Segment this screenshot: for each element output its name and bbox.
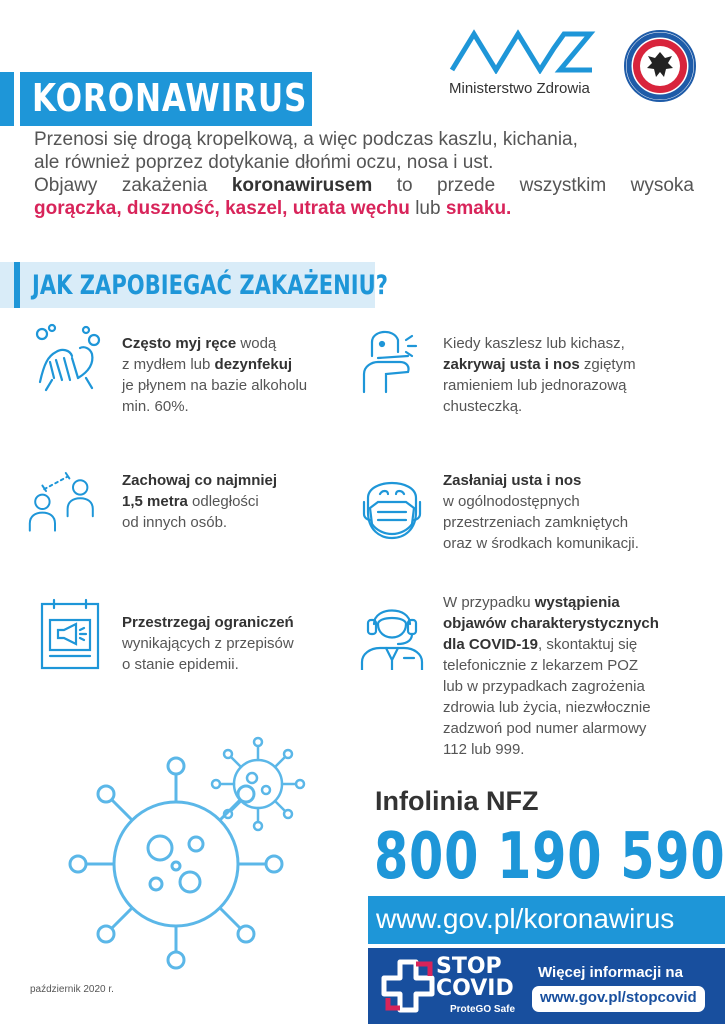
section-stripe	[14, 262, 20, 308]
notice-board-icon	[34, 598, 106, 670]
stopcovid-title-line-1: STOP	[436, 954, 502, 979]
tip-rules-bold-1: Przestrzegaj ograniczeń	[122, 614, 294, 631]
infoline-phone-number[interactable]: 800 190 590	[374, 820, 725, 894]
tip-cover-face	[443, 470, 713, 554]
intro-line-2: ale również poprzez dotykanie dłońmi oczu, nosa i ust.	[34, 152, 494, 173]
tip-follow-rules	[122, 612, 352, 675]
tip-call-doctor	[443, 592, 723, 760]
tip-call-text-4: lub w przypadkach zagrożenia	[443, 678, 645, 695]
handwash-icon	[32, 322, 104, 394]
intro-line-3-post: to przede wszystkim wysoka	[372, 175, 694, 196]
tip-distance-text-1: odległości	[187, 493, 259, 510]
virus-small-icon	[208, 734, 308, 834]
ministry-name: Ministerstwo Zdrowia	[449, 80, 590, 97]
ministry-logo-icon	[448, 28, 598, 74]
psse-badge-icon	[624, 30, 696, 102]
symptom-taste: smaku.	[445, 198, 512, 219]
tip-wash-hands	[122, 333, 352, 417]
cough-elbow-icon	[356, 322, 428, 394]
intro-line-3	[34, 174, 694, 197]
tip-call-bold-2: objawów charakterystycznych	[443, 615, 659, 632]
stopcovid-banner	[368, 948, 725, 1024]
tip-mask-bold-1: Zasłaniaj usta i nos	[443, 472, 582, 489]
website-link[interactable]: www.gov.pl/koronawirus	[376, 903, 675, 934]
stopcovid-title-line-2: COVID	[436, 976, 514, 1001]
title-stripe	[14, 72, 20, 126]
intro-line-4	[34, 197, 694, 220]
title-bar	[0, 72, 312, 126]
website-bar	[368, 896, 725, 944]
tip-call-text-5: zdrowia lub życia, niezwłocznie	[443, 699, 651, 716]
intro-keyword: koronawirusem	[231, 175, 373, 196]
tip-cough-text-1: Kiedy kaszlesz lub kichasz,	[443, 335, 625, 352]
infoline-label: Infolinia NFZ	[375, 786, 539, 816]
tip-wash-bold-2: dezynfekuj	[214, 356, 293, 373]
tip-cover-cough	[443, 333, 713, 417]
tip-wash-text-1: wodą	[236, 335, 277, 352]
tip-call-text-6: zadzwoń pod numer alarmowy	[443, 720, 647, 737]
tip-distance-bold-2: 1,5 metra	[122, 493, 188, 510]
tip-wash-bold-1: Często myj ręce	[122, 335, 237, 352]
intro-or: lub	[409, 198, 446, 219]
tip-rules-text-2: o stanie epidemii.	[122, 656, 239, 673]
tip-cough-text-4: chusteczką.	[443, 398, 523, 415]
stopcovid-link[interactable]: www.gov.pl/stopcovid	[532, 986, 705, 1012]
tip-call-text-7: 112 lub 999.	[443, 741, 525, 758]
tip-mask-text-3: oraz w środkach komunikacji.	[443, 535, 639, 552]
tip-cough-text-3: ramieniem lub jednorazową	[443, 377, 627, 394]
symptoms-list: gorączka, duszność, kaszel, utrata węchu	[34, 198, 410, 219]
tip-keep-distance	[122, 470, 352, 533]
headset-doctor-icon	[356, 598, 428, 670]
section-heading: JAK ZAPOBIEGAĆ ZAKAŻENIU?	[32, 270, 388, 301]
distance-icon	[28, 464, 100, 536]
stopcovid-subtitle: ProteGO Safe	[450, 1004, 516, 1015]
intro-line-3-pre: Objawy zakażenia	[34, 175, 232, 196]
intro-text	[34, 128, 694, 220]
tip-call-bold-3: dla COVID-19	[443, 636, 539, 653]
page-title: KORONAWIRUS	[32, 76, 308, 120]
tip-cough-bold-1: zakrywaj usta i nos	[443, 356, 580, 373]
tip-call-text-1: W przypadku	[443, 594, 535, 611]
section-heading-bar	[0, 262, 388, 308]
tip-cough-text-2: zgiętym	[579, 356, 636, 373]
stopcovid-title	[436, 956, 514, 1000]
intro-line-1: Przenosi się drogą kropelkową, a więc podczas kaszlu, kichania,	[34, 129, 578, 150]
tip-wash-text-2: z mydłem lub	[122, 356, 215, 373]
stopcovid-logo-icon	[380, 958, 436, 1014]
tip-wash-text-4: min. 60%.	[122, 398, 189, 415]
tip-call-text-2: , skontaktuj się	[538, 636, 638, 653]
tip-mask-text-2: przestrzeniach zamkniętych	[443, 514, 629, 531]
publication-date: październik 2020 r.	[30, 984, 114, 995]
tip-rules-text-1: wynikających z przepisów	[122, 635, 294, 652]
tip-call-bold-1: wystąpienia	[534, 594, 620, 611]
tip-distance-bold-1: Zachowaj co najmniej	[122, 472, 278, 489]
tip-wash-text-3: je płynem na bazie alkoholu	[122, 377, 308, 394]
mask-icon	[356, 468, 428, 540]
tip-mask-text-1: w ogólnodostępnych	[443, 493, 580, 510]
tip-distance-text-2: od innych osób.	[122, 514, 228, 531]
tip-call-text-3: telefonicznie z lekarzem POZ	[443, 657, 639, 674]
more-info-label: Więcej informacji na	[538, 964, 683, 981]
